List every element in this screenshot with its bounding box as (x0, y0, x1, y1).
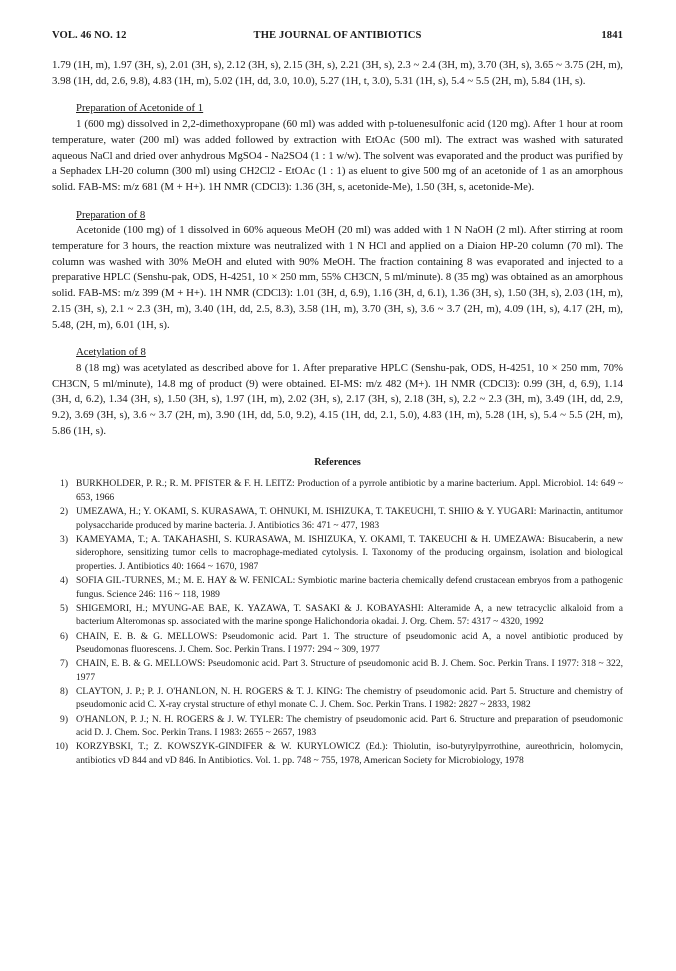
reference-text: SOFIA GIL-TURNES, M.; M. E. HAY & W. FENICAL: Symbiotic marine bacteria chemically defend crustacean embryos from a pathogenic fungus. Science 246: 116 ~ 118, 1989 (76, 575, 623, 600)
reference-item (52, 713, 623, 740)
reference-number: 8) (60, 685, 68, 697)
nmr-continuation-paragraph: 1.79 (1H, m), 1.97 (3H, s), 2.01 (3H, s), 2.12 (3H, s), 2.15 (3H, s), 2.21 (3H, s), 2.3 ~ 2.4 (3H, m), 3.70 (3H, s), 3.65 ~ 3.75 (2H, m), 3.98 (1H, dd, 2.6, 9.8), 4.83 (1H, m), 5.02 (1H, dd, 3.0, 10.0), 5.27 (1H, t, 3.0), 5.31 (1H, s), 5.4 ~ 5.5 (2H, m), 5.84 (1H, s). (52, 59, 623, 87)
reference-item (52, 740, 623, 767)
running-header (52, 30, 623, 46)
section-heading-acetonide: Preparation of Acetonide of 1 (76, 102, 204, 115)
reference-number: 7) (60, 658, 68, 670)
page-number: 1841 (601, 30, 623, 41)
reference-number: 10) (55, 741, 68, 753)
preparation-8-paragraph: Acetonide (100 mg) of 1 dissolved in 60% aqueous MeOH (20 ml) was added with 1 N NaOH (2 ml). After stirring at room temperature for 3 hours, the reaction mixture was neutralized with 1 N HCl and applied on a Diaion HP-20 column (70 ml). The column was washed with 30% MeOH and eluted with 90% MeOH. The fraction containing 8 was evaporated and injected to a preparative HPLC (Senshu-pak, ODS, H-4251, 10 × 250 mm, 55% CH3CN, 5 ml/minute). 8 (35 mg) was obtained as an amorphous solid. FAB-MS: m/z 399 (M + H+). 1H NMR (CDCl3): 1.01 (3H, d, 6.9), 1.16 (3H, d, 6.1), 1.36 (3H, s), 1.50 (3H, s), 2.03 (1H, m), 2.15 (3H, s), 2.1 ~ 2.3 (3H, m), 3.40 (1H, dd, 2.5, 8.3), 3.58 (1H, m), 3.70 (3H, s), 3.6 ~ 3.7 (2H, m), 4.09 (1H, s), 4.17 (2H, m), 5.48, (2H, m), 6.01 (1H, s). (52, 224, 623, 331)
reference-item (52, 574, 623, 601)
reference-text: O'HANLON, P. J.; N. H. ROGERS & J. W. TYLER: The chemistry of pseudomonic acid. Part 6. Structure and preparation of pseudomonic acid D. J. Chem. Soc. Perkin Trans. I 1983: 2655 ~ 2657, 1983 (76, 713, 623, 739)
reference-number: 1) (60, 478, 68, 490)
reference-text: CLAYTON, J. P.; P. J. O'HANLON, N. H. ROGERS & T. J. KING: The chemistry of pseudomonic acid. Part 5. Structure and chemistry of pseudomonic acid C. X-ray crystal structure of ethyl monate C. J. Chem. Soc. Perkin Trans. I 1982: 2827 ~ 2833, 1982 (76, 685, 623, 711)
reference-text: KAMEYAMA, T.; A. TAKAHASHI, S. KURASAWA, M. ISHIZUKA, Y. OKAMI, T. TAKEUCHI & H. UMEZAWA: Bisucaberin, a new siderophore, sensitizing tumor cells to macrophage-mediated cytolysis. I. Taxonomy of the producing orgainsm, isolation and biological properties. J. Antibiotics 40: 1664 ~ 1670, 1987 (76, 533, 623, 573)
section-heading-acetylation-8: Acetylation of 8 (76, 346, 146, 359)
reference-number: 2) (60, 506, 68, 518)
reference-item (52, 477, 623, 504)
reference-item (52, 533, 623, 574)
reference-number: 9) (60, 713, 68, 725)
volume-issue: VOL. 46 NO. 12 (52, 30, 127, 41)
reference-number: 6) (60, 630, 68, 642)
reference-text: BURKHOLDER, P. R.; R. M. PFISTER & F. H. LEITZ: Production of a pyrrole antibiotic by a marine bacterium. Appl. Microbiol. 14: 649 ~ 653, 1966 (76, 478, 623, 504)
journal-title: THE JOURNAL OF ANTIBIOTICS (253, 30, 422, 41)
reference-text: CHAIN, E. B. & G. MELLOWS: Pseudomonic acid. Part 3. Structure of pseudomonic acid B. J. Chem. Soc. Perkin Trans. I 1977: 318 ~ 322, 1977 (76, 658, 623, 683)
reference-text: KORZYBSKI, T.; Z. KOWSZYK-GINDIFER & W. KURYLOWICZ (Ed.): Thiolutin, iso-butyrylpyrrothine, aureothricin, holomycin, antibiotics vD 844 and vD 846. In Antibiotics. Vol. 1. pp. 748 ~ 755, 1978, American Society for Microbiology, 1978 (76, 741, 623, 766)
reference-number: 4) (60, 575, 68, 587)
reference-list (52, 477, 623, 767)
reference-text: UMEZAWA, H.; Y. OKAMI, S. KURASAWA, T. OHNUKI, M. ISHIZUKA, T. TAKEUCHI, T. SHIIO & Y. YUGARI: Marinactin, antitumor polysaccharide produced by marine bacteria. J. Antibiotics 36: 471 ~ 477, 1983 (76, 506, 623, 531)
reference-item (52, 657, 623, 684)
reference-number: 3) (60, 533, 68, 545)
reference-item (52, 630, 623, 657)
reference-item (52, 602, 623, 629)
references-title: References (314, 457, 361, 469)
section-heading-preparation-8: Preparation of 8 (76, 208, 146, 221)
article-body (52, 58, 623, 768)
reference-text: SHIGEMORI, H.; MYUNG-AE BAE, K. YAZAWA, T. SASAKI & J. KOBAYASHI: Alteramide A, a new tetracyclic alkaloid from a bacterium Alteromonas sp. associated with the marine sponge Halichondoria okadai. J. Org. Chem. 57: 4317 ~ 4320, 1992 (76, 602, 623, 628)
reference-item (52, 685, 623, 712)
reference-text: CHAIN, E. B. & G. MELLOWS: Pseudomonic acid. Part 1. The structure of pseudomonic acid A, a novel antibiotic produced by Pseudomonas fluorescens. J. Chem. Soc. Perkin Trans. I 1977: 294 ~ 309, 1977 (76, 630, 623, 656)
acetylation-8-paragraph: 8 (18 mg) was acetylated as described above for 1. After preparative HPLC (Senshu-pak, ODS, H-4251, 10 × 250 mm, 70% CH3CN, 5 ml/minute), 14.8 mg of product (9) were obtained. EI-MS: m/z 482 (M+). 1H NMR (CDCl3): 0.99 (3H, d, 6.9), 1.14 (3H, d, 6.2), 1.34 (3H, s), 1.50 (3H, s), 1.97 (1H, m), 2.02 (3H, s), 2.17 (3H, s), 2.18 (3H, s), 2.2 ~ 2.3 (3H, m), 3.49 (1H, dd, 2.9, 9.2), 3.69 (3H, s), 3.6 ~ 3.7 (2H, m), 3.90 (1H, dd, 5.0, 9.2), 4.15 (1H, dd, 2.1, 5.0), 4.83 (1H, m), 5.28 (1H, s), 5.4 ~ 5.5 (2H, m), 5.86 (1H, s). (52, 361, 623, 437)
reference-item (52, 505, 623, 532)
reference-number: 5) (60, 602, 68, 614)
acetonide-paragraph: 1 (600 mg) dissolved in 2,2-dimethoxypropane (60 ml) was added with p-toluenesulfonic acid (120 mg). After 1 hour at room temperature, water (200 ml) was added followed by extraction with EtOAc (500 ml). The extract was washed with saturated aqueous NaCl and dried over anhydrous MgSO4 - Na2SO4 (1 : 1 w/w). The solvent was evaporated and the product was purified by a Sephadex LH-20 column (300 ml) using CH2Cl2 - EtOAc (1 : 1) as eluent to give 500 mg of an acetonide of 1 as an amorphous solid. FAB-MS: m/z 681 (M + H+). 1H NMR (CDCl3): 1.36 (3H, s, acetonide-Me), 1.50 (3H, s, acetonide-Me). (52, 118, 623, 193)
